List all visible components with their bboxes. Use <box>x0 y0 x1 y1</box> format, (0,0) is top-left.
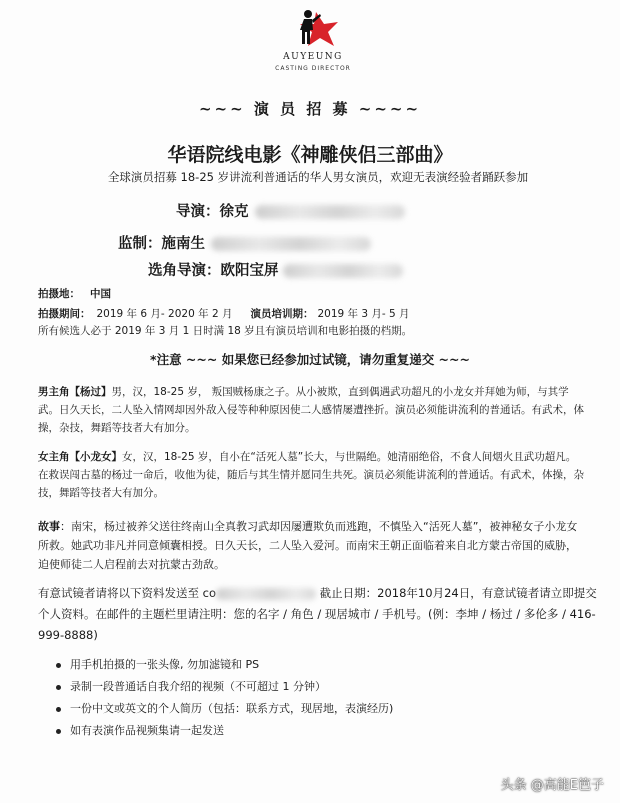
bullet-icon <box>56 663 61 668</box>
director-name: 徐克 <box>219 203 249 220</box>
producer-credit <box>118 232 371 253</box>
deadline-text: 截止日期：2018年10月24日，有意试镜者请立即提交个人资料。在邮件的主题栏里请注明：您的名字 / 角色 / 现居城市 / 手机号。(例：李坤 / 杨过 / 多伦多 / 416-999-8888) <box>38 586 597 642</box>
male-role-label: 男主角【杨过】 <box>38 386 112 398</box>
email-prefix: co <box>202 586 217 600</box>
age-requirement: 所有候选人必于 2019 年 3 月 1 日时满 18 岁且有演员培训和电影拍摄的档期。 <box>38 325 413 337</box>
male-role-text: 男，汉，18-25 岁， 叛国贼杨康之子。从小被欺，直到偶遇武功超凡的小龙女并拜她为师，与其学武。日久天长，二人坠入情网却因外敌入侵等种种原因使二人感情屡遭挫折。演员必须能讲流利的普通话。有武术，体操，杂技，舞蹈等技者大有加分。 <box>38 386 584 434</box>
logo-name: AUYEUNG <box>283 52 343 62</box>
contact-paragraph <box>38 583 598 646</box>
story-label: 故事 <box>38 520 60 533</box>
redacted-blur <box>255 205 405 219</box>
story-paragraph <box>38 517 586 574</box>
bullet-icon <box>56 729 61 734</box>
redacted-email-blur <box>216 588 316 600</box>
list-item: 录制一段普通话自我介绍的视频（不可超过 1 分钟） <box>56 676 576 698</box>
figure-with-red-star-icon <box>286 8 340 48</box>
watermark-name: 高能E笆子 <box>543 778 604 793</box>
film-title: 华语院线电影《神雕侠侣三部曲》 <box>167 144 453 166</box>
location-label: 拍摄地： <box>38 288 80 300</box>
notice-text: *注意 ~~~ 如果您已经参加过试镜，请勿重复递交 ~~~ <box>150 352 470 367</box>
shoot-period <box>38 306 410 321</box>
training-label: 演员培训期： <box>250 308 314 320</box>
female-role-label: 女主角【小龙女】 <box>38 451 122 463</box>
casting-name: 欧阳宝屏 <box>220 262 279 279</box>
redacted-blur <box>211 237 371 251</box>
intro-text: 全球演员招募 18-25 岁讲流利普通话的华人男女演员，欢迎无表演经验者踊跃参加 <box>107 170 529 184</box>
producer-label: 监制： <box>118 235 162 252</box>
redacted-blur <box>283 264 403 278</box>
casting-label: 选角导演： <box>148 262 221 279</box>
recruit-heading: ~~~ 演 员 招 募 ~~~~ <box>198 100 422 118</box>
bullet-icon <box>56 685 61 690</box>
logo-subtitle: CASTING DIRECTOR <box>275 65 351 72</box>
casting-director-credit <box>148 259 403 280</box>
female-role-paragraph <box>38 448 586 502</box>
list-item: 如有表演作品视频集请一起发送 <box>56 720 576 742</box>
send-text: 有意试镜者请将以下资料发送至 <box>38 586 203 600</box>
list-item: 一份中文或英文的个人简历（包括：联系方式，现居地，表演经历) <box>56 698 576 720</box>
casting-logo <box>258 8 368 86</box>
requirements-list <box>56 654 576 742</box>
bullet-icon <box>56 707 61 712</box>
list-item: 用手机拍摄的一张头像, 勿加滤镜和 PS <box>56 654 576 676</box>
story-text: ：南宋，杨过被养父送往终南山全真教习武却因屡遭欺负而逃跑，不慎坠入“活死人墓”，被神秘女子小龙女所救。她武功非凡并同意倾囊相授。日久天长，二人坠入爱河。而南宋王朝正面临着来自北方蒙古帝国的威胁，迫使师徒二人启程前去对抗蒙古劲敌。 <box>38 520 578 571</box>
male-role-paragraph <box>38 383 586 437</box>
producer-name: 施南生 <box>161 235 205 252</box>
watermark-prefix: 头条 @ <box>500 778 544 793</box>
director-label: 导演： <box>176 203 220 220</box>
shoot-location <box>38 286 111 301</box>
location-value: 中国 <box>90 288 111 300</box>
watermark <box>501 774 604 793</box>
female-role-text: 女，汉，18-25 岁，自小在“活死人墓”长大，与世隔绝。她清丽绝俗，不食人间烟火且武功超凡。在救误闯古墓的杨过一命后，收他为徒，随后与其生情并愿同生共死。演员必须能讲流利的普通话。有武术，体操，杂技，舞蹈等技者大有加分。 <box>38 451 584 499</box>
period-label: 拍摄期间： <box>38 308 91 320</box>
period-value: 2019 年 6 月- 2020 年 2 月 <box>96 308 233 320</box>
director-credit <box>176 200 405 221</box>
training-value: 2019 年 3 月- 5 月 <box>317 308 410 320</box>
